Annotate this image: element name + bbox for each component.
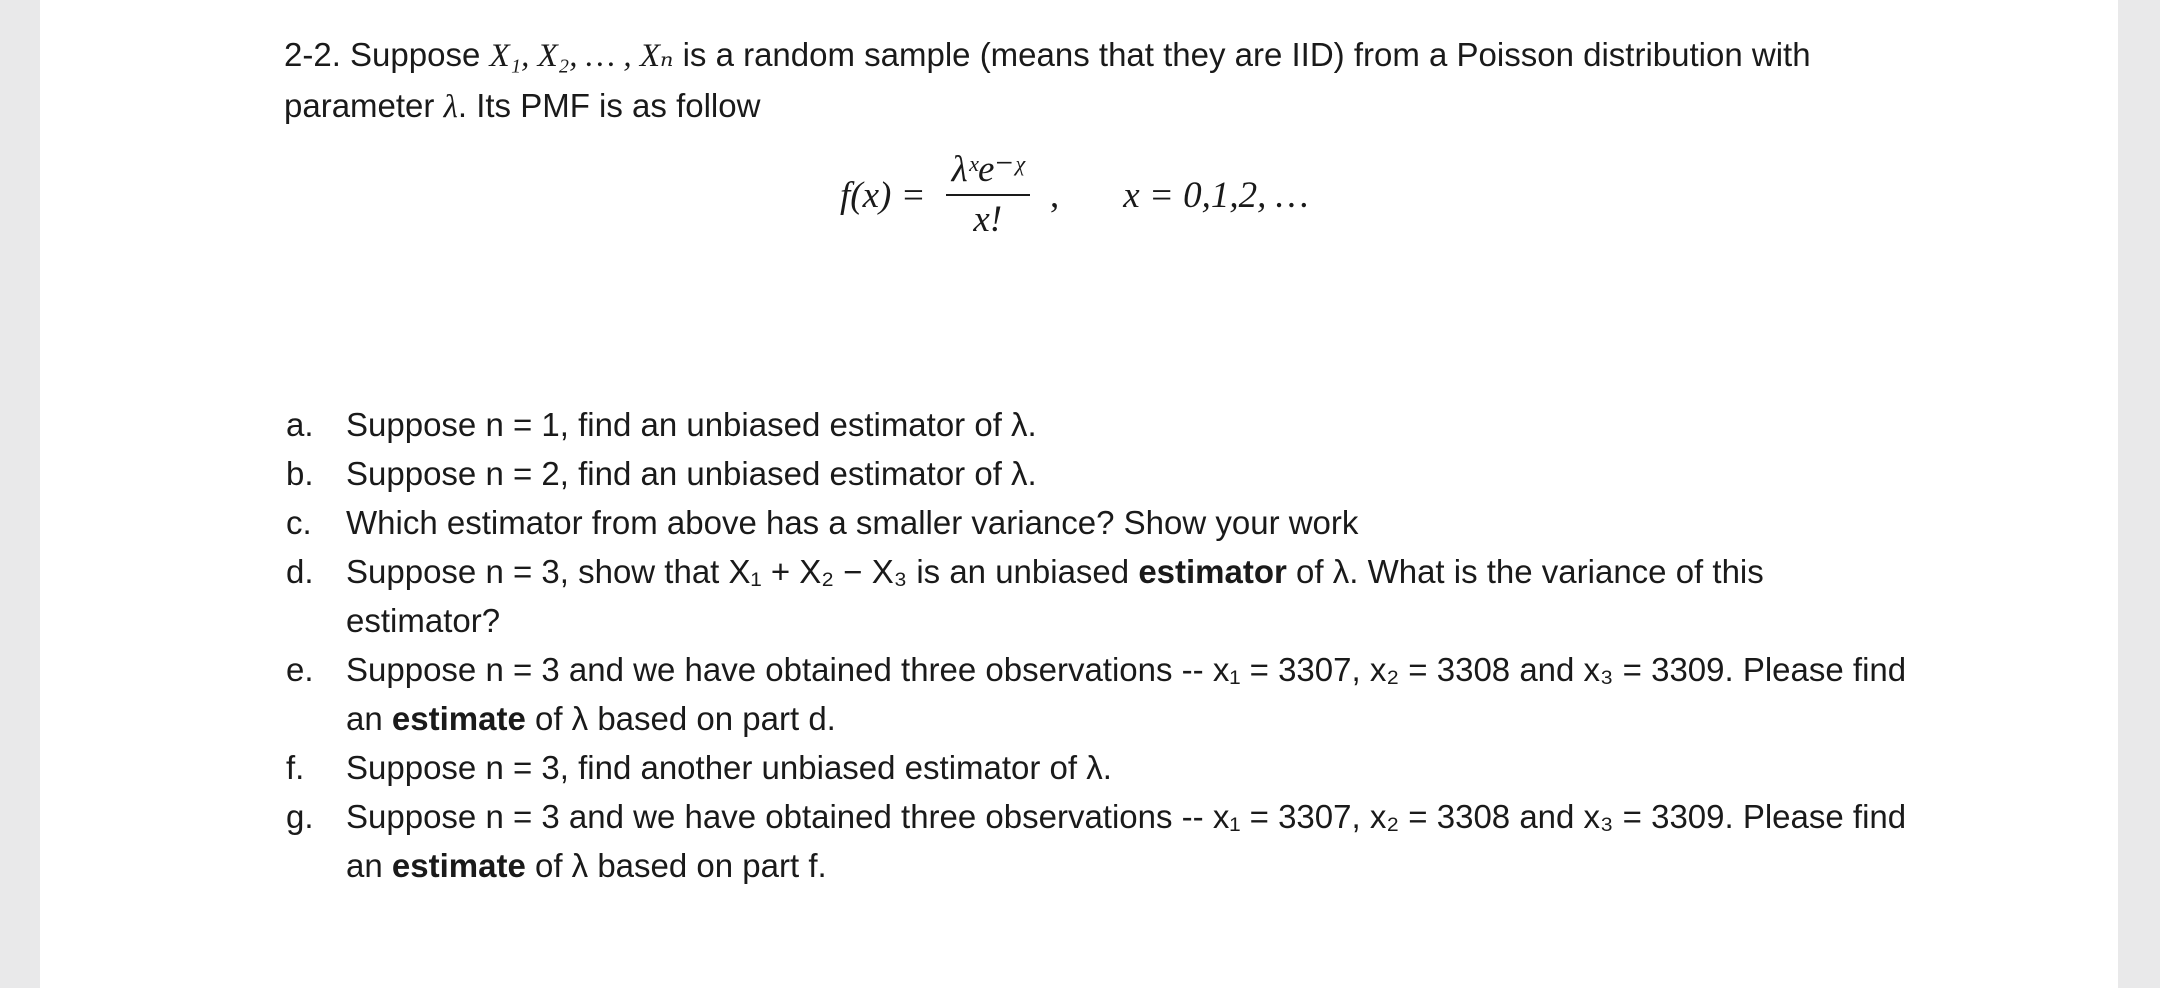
part-text-post: of λ based on part d.: [534, 700, 836, 737]
part-text-bold: estimate: [391, 700, 526, 737]
list-item: [284, 743, 1924, 792]
parts-list: [284, 400, 1924, 890]
problem-statement: [284, 30, 1924, 132]
part-text: [346, 645, 1924, 743]
list-item: [284, 498, 1924, 547]
intro-text-2: is a random sample (means that they are IID) from a Poisson distribution with parameter: [284, 36, 1811, 124]
problem-number: 2-2.: [284, 36, 341, 73]
formula-fraction: [946, 150, 1030, 240]
part-text: Which estimator from above has a smaller variance? Show your work: [346, 504, 1359, 541]
part-label: g.: [286, 798, 314, 835]
formula-lhs: f(x) =: [840, 174, 926, 216]
pmf-formula: [840, 150, 1308, 240]
part-text-post: of λ based on part f.: [534, 847, 827, 884]
formula-support: x = 0,1,2, …: [1123, 174, 1309, 216]
list-item: [284, 400, 1924, 449]
part-text: Suppose n = 1, find an unbiased estimator of λ.: [346, 406, 1037, 443]
list-item: [284, 792, 1924, 890]
part-label: b.: [286, 455, 314, 492]
part-label: c.: [286, 504, 312, 541]
intro-text-3: . Its PMF is as follow: [457, 87, 761, 124]
part-text-pre: Suppose n = 3, show that X₁ + X₂ − X₃ is an unbiased: [346, 553, 1130, 590]
intro-text-1: Suppose: [350, 36, 481, 73]
document-page: [40, 0, 2118, 988]
formula-numerator: λˣe⁻ᵡ: [946, 150, 1030, 196]
part-text: Suppose n = 3, find another unbiased estimator of λ.: [346, 749, 1112, 786]
part-text-post: of λ. What is the variance of this estimator?: [346, 553, 1764, 639]
part-label: e.: [286, 651, 314, 688]
lambda-symbol: λ: [443, 89, 458, 125]
part-label: a.: [286, 406, 314, 443]
part-text: Suppose n = 2, find an unbiased estimator of λ.: [346, 455, 1037, 492]
part-label: f.: [286, 749, 305, 786]
part-text: [346, 792, 1924, 890]
part-text-pre: Suppose n = 3 and we have obtained three observations -- x₁ = 3307, x₂ = 3308 and x₃ = 3309. Please find an: [346, 651, 1907, 737]
formula-comma: ,: [1049, 174, 1060, 216]
part-text-bold: estimate: [391, 847, 526, 884]
list-item: [284, 547, 1924, 645]
formula-denominator: x!: [973, 199, 1003, 240]
list-item: [284, 645, 1924, 743]
part-text-pre: Suppose n = 3 and we have obtained three observations -- x₁ = 3307, x₂ = 3308 and x₃ = 3309. Please find an: [346, 798, 1907, 884]
list-item: [284, 449, 1924, 498]
part-text: [346, 547, 1924, 645]
part-text-bold: estimator: [1138, 553, 1287, 590]
part-label: d.: [286, 553, 314, 590]
sample-variables: X₁, X₂, … , Xₙ: [489, 38, 674, 74]
